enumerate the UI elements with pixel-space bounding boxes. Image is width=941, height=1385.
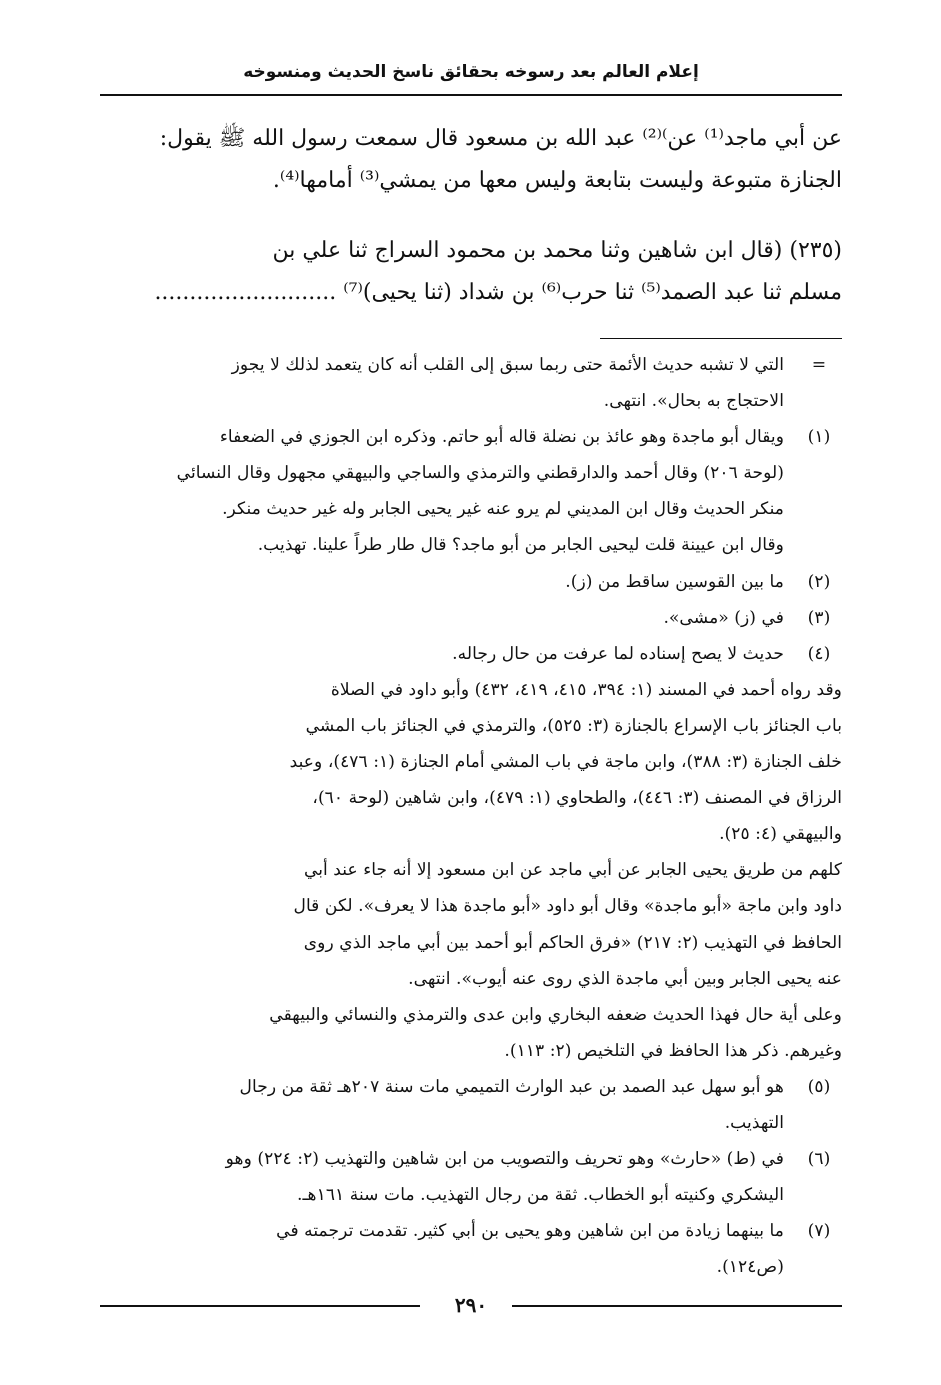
footnote-6 xyxy=(100,1141,842,1213)
footnote-marker: (٦) xyxy=(807,1149,831,1170)
footnote-line: التي لا تشبه حديث الأئمة حتى ربما سبق إلى القلب أنه كان يتعمد لذلك لا يجوز xyxy=(231,355,784,375)
footnote-4-paragraph xyxy=(100,852,842,996)
page-number: ٢٩٠ xyxy=(454,1293,488,1317)
footnote-line: اليشكري وكنيته أبو الخطاب. ثقة من رجال التهذيب. مات سنة ١٦١هـ. xyxy=(297,1185,784,1206)
main-paragraph-1 xyxy=(100,118,842,202)
footnote-line: خلف الجنازة (٣: ٣٨٨)، وابن ماجة في باب المشي أمام الجنازة (١: ٤٧٦)، وعبد xyxy=(289,752,842,773)
main-paragraph-2 xyxy=(100,230,842,314)
footnote-marker: (٢) xyxy=(807,571,831,592)
footnote-marker: (٣) xyxy=(807,607,831,628)
footnote-line: عنه يحيى الجابر وبين أبي ماجدة الذي روى عنه أيوب». انتهى. xyxy=(408,968,842,989)
text-line: (٢٣٥) (قال ابن شاهين وثنا محمد بن محمود السراج ثنا علي بن xyxy=(272,238,842,263)
footnote-line: في (ط) «حارث» وهو تحريف والتصويب من ابن شاهين والتهذيب (٢: ٢٢٤) وهو xyxy=(225,1149,784,1170)
footnote-3 xyxy=(100,600,842,636)
footnote-1 xyxy=(100,419,842,563)
footnotes xyxy=(100,347,842,1285)
footnote-line: التهذيب. xyxy=(724,1112,784,1133)
footnote-7 xyxy=(100,1213,842,1285)
footnote-line: (ص١٢٤). xyxy=(716,1257,784,1278)
footnote-line: حديث لا يصح إسناده لما عرفت من حال رجاله. xyxy=(452,643,784,664)
footnote-line: باب الجنائز باب الإسراع بالجنازة (٣: ٥٢٥)، والترمذي في الجنائز باب المشي xyxy=(305,715,842,736)
footnote-line: وعلى أية حال فهذا الحديث ضعفه البخاري وابن عدى والترمذي والنسائي والبيهقي xyxy=(269,1004,842,1025)
footnote-4 xyxy=(100,636,842,672)
running-header: إعلام العالم بعد رسوخه بحقائق ناسخ الحديث ومنسوخه xyxy=(243,62,699,82)
footnote-marker: (١) xyxy=(807,427,831,448)
text-line: الجنازة متبوعة وليست بتابعة وليس معها من يمشي⁽³⁾ أمامها⁽⁴⁾. xyxy=(272,168,842,193)
footnote-line: (لوحة ٢٠٦) وقال أحمد والدارقطني والترمذي والساجي والبيهقي مجهول وقال النسائي xyxy=(176,463,784,484)
footnote-line: هو أبو سهل عبد الصمد بن عبد الوارث التميمي مات سنة ٢٠٧هـ ثقة من رجال xyxy=(239,1076,784,1097)
footnote-5 xyxy=(100,1069,842,1141)
text-line: مسلم ثنا عبد الصمد⁽⁵⁾ ثنا حرب⁽⁶⁾ بن شداد (ثنا يحيى)⁽⁷⁾ .......................... xyxy=(154,280,842,305)
footnote-line: الحافظ في التهذيب (٢: ٢١٧) «فرق الحاكم أبو أحمد بين أبي ماجد الذي روى xyxy=(303,932,842,953)
footnote-line: الرزاق في المصنف (٣: ٤٤٦)، والطحاوي (١: ٤٧٩)، وابن شاهين (لوحة ٦٠)، xyxy=(312,788,842,809)
footnote-line: ما بين القوسين ساقط من (ز). xyxy=(565,571,784,592)
footnote-4-paragraph xyxy=(100,672,842,852)
footnote-line: وقال ابن عيينة قلت ليحيى الجابر من أبو ماجد؟ قال طار طراً علينا. تهذيب. xyxy=(257,535,784,556)
footnote-continuation xyxy=(100,347,842,419)
footnote-marker: (٥) xyxy=(807,1076,831,1097)
footer-rule-right xyxy=(512,1305,842,1307)
footnote-2 xyxy=(100,564,842,600)
page-footer xyxy=(100,1290,842,1320)
footnote-line: في (ز) «مشى». xyxy=(663,607,784,628)
footnote-line: ويقال أبو ماجدة وهو عائذ بن نضلة قاله أبو حاتم. وذكره ابن الجوزي في الضعفاء xyxy=(219,427,784,448)
footer-rule-left xyxy=(100,1305,420,1307)
footnote-4-paragraph xyxy=(100,997,842,1069)
footnote-marker: (٧) xyxy=(807,1221,831,1242)
footnote-separator xyxy=(600,338,842,339)
footnote-line: كلهم من طريق يحيى الجابر عن أبي ماجد عن ابن مسعود إلا أنه جاء عند أبي xyxy=(303,860,842,881)
footnote-line: منكر الحديث وقال ابن المديني لم يرو عنه غير يحيى الجابر وله غير حديث منكر. xyxy=(222,499,784,520)
footnote-line: وغيرهم. ذكر هذا الحافظ في التلخيص (٢: ١١٣). xyxy=(504,1040,842,1061)
footnote-marker: = xyxy=(811,355,827,375)
text-line: عن أبي ماجد⁽¹⁾ عن⁾⁽²⁾ عبد الله بن مسعود قال سمعت رسول الله ﷺ يقول: xyxy=(159,126,842,151)
footnote-line: ما بينهما زيادة من ابن شاهين وهو يحيى بن أبي كثير. تقدمت ترجمته في xyxy=(276,1221,784,1242)
header-rule xyxy=(100,94,842,96)
footnote-line: داود وابن ماجة «أبو ماجدة» وقال أبو داود «أبو ماجدة هذا لا يعرف». لكن قال xyxy=(293,896,842,917)
footnote-line: وقد رواه أحمد في المسند (١: ٣٩٤، ٤١٥، ٤١٩، ٤٣٢) وأبو داود في الصلاة xyxy=(330,679,842,700)
footnote-marker: (٤) xyxy=(807,643,831,664)
footnote-line: والبيهقي (٤: ٢٥). xyxy=(719,824,842,845)
footnote-line: الاحتجاج به بحال». انتهى. xyxy=(603,391,784,412)
